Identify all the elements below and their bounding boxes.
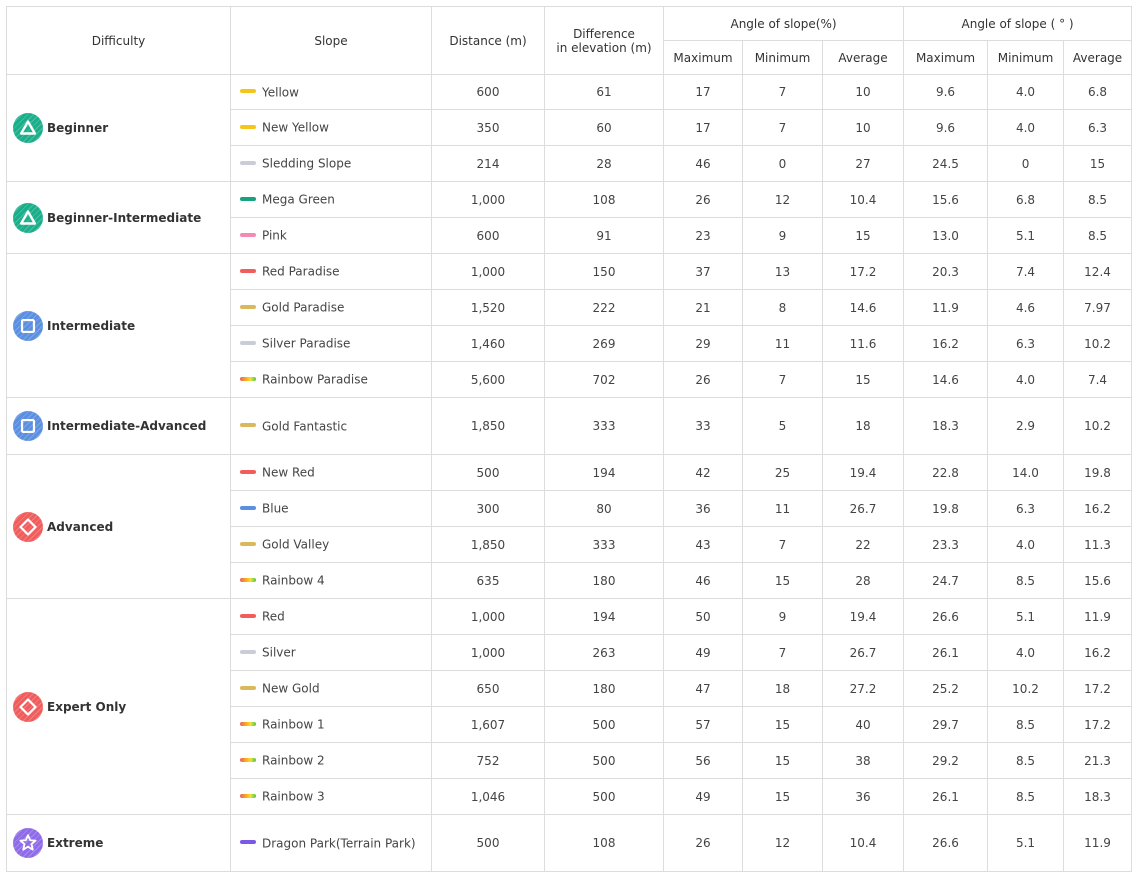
elevation-cell: 263 xyxy=(545,635,664,671)
degree-min-cell: 4.0 xyxy=(988,75,1064,110)
distance-cell: 1,850 xyxy=(432,398,545,455)
distance-cell: 1,460 xyxy=(432,326,545,362)
slope-cell xyxy=(231,362,432,398)
percent-avg-cell: 14.6 xyxy=(823,290,904,326)
degree-min-cell: 8.5 xyxy=(988,743,1064,779)
elevation-header-line1: Difference xyxy=(573,26,635,41)
distance-cell: 1,000 xyxy=(432,254,545,290)
slope-cell xyxy=(231,527,432,563)
slope-color-icon xyxy=(240,233,256,237)
angle-degree-header: Angle of slope ( ° ) xyxy=(904,7,1132,41)
percent-max-cell: 46 xyxy=(664,563,743,599)
degree-avg-cell: 16.2 xyxy=(1064,635,1132,671)
distance-cell: 500 xyxy=(432,815,545,872)
degree-min-cell: 6.8 xyxy=(988,182,1064,218)
difficulty-label: Extreme xyxy=(47,836,104,850)
degree-avg-cell: 17.2 xyxy=(1064,707,1132,743)
table-row xyxy=(7,398,1132,455)
slope-cell xyxy=(231,146,432,182)
slope-color-icon xyxy=(240,197,256,201)
elevation-cell: 180 xyxy=(545,671,664,707)
difficulty-label: Expert Only xyxy=(47,699,127,714)
percent-avg-cell: 19.4 xyxy=(823,599,904,635)
slope-cell xyxy=(231,110,432,146)
elevation-cell: 500 xyxy=(545,743,664,779)
degree-avg-cell: 11.3 xyxy=(1064,527,1132,563)
slope-cell xyxy=(231,779,432,815)
degree-min-cell: 8.5 xyxy=(988,563,1064,599)
percent-min-cell: 15 xyxy=(743,563,823,599)
distance-cell: 1,046 xyxy=(432,779,545,815)
slope-cell xyxy=(231,398,432,455)
percent-max-cell: 26 xyxy=(664,815,743,872)
distance-cell: 650 xyxy=(432,671,545,707)
slope-name: Mega Green xyxy=(262,192,335,207)
percent-min-cell: 25 xyxy=(743,455,823,491)
slope-cell xyxy=(231,455,432,491)
percent-avg-cell: 19.4 xyxy=(823,455,904,491)
degree-min-cell: 4.0 xyxy=(988,527,1064,563)
slope-name: Pink xyxy=(262,228,287,243)
percent-min-cell: 12 xyxy=(743,182,823,218)
difficulty-cell xyxy=(7,398,231,455)
percent-min-cell: 15 xyxy=(743,707,823,743)
degree-avg-cell: 21.3 xyxy=(1064,743,1132,779)
slope-color-icon xyxy=(240,686,256,690)
degree-avg-cell: 15.6 xyxy=(1064,563,1132,599)
slope-color-icon xyxy=(240,305,256,309)
degree-max-cell: 16.2 xyxy=(904,326,988,362)
percent-avg-cell: 26.7 xyxy=(823,635,904,671)
percent-avg-cell: 38 xyxy=(823,743,904,779)
difficulty-cell xyxy=(7,254,231,398)
percent-min-cell: 11 xyxy=(743,491,823,527)
degree-avg-cell: 6.8 xyxy=(1064,75,1132,110)
elevation-cell: 108 xyxy=(545,182,664,218)
percent-avg-cell: 27 xyxy=(823,146,904,182)
slope-name: Rainbow 2 xyxy=(262,753,325,768)
percent-max-cell: 47 xyxy=(664,671,743,707)
slope-name: Red xyxy=(262,609,285,624)
degree-max-cell: 20.3 xyxy=(904,254,988,290)
slope-color-icon xyxy=(240,578,256,582)
percent-min-cell: 7 xyxy=(743,110,823,146)
elevation-cell: 194 xyxy=(545,455,664,491)
elevation-cell: 222 xyxy=(545,290,664,326)
table-header xyxy=(7,7,1132,75)
degree-avg-cell: 15 xyxy=(1064,146,1132,182)
slope-color-icon xyxy=(240,614,256,618)
elevation-cell: 702 xyxy=(545,362,664,398)
table-body xyxy=(7,75,1132,872)
distance-cell: 752 xyxy=(432,743,545,779)
degree-avg-cell: 10.2 xyxy=(1064,326,1132,362)
table-row xyxy=(7,75,1132,110)
percent-avg-cell: 36 xyxy=(823,779,904,815)
degree-min-cell: 14.0 xyxy=(988,455,1064,491)
elevation-cell: 500 xyxy=(545,707,664,743)
degree-avg-cell: 17.2 xyxy=(1064,671,1132,707)
slope-name: Gold Paradise xyxy=(262,300,345,315)
percent-min-cell: 7 xyxy=(743,527,823,563)
percent-max-cell: 26 xyxy=(664,362,743,398)
distance-cell: 300 xyxy=(432,491,545,527)
percent-max-cell: 33 xyxy=(664,398,743,455)
percent-avg-cell: 11.6 xyxy=(823,326,904,362)
slope-color-icon xyxy=(240,269,256,273)
slope-cell xyxy=(231,218,432,254)
degree-min-cell: 4.0 xyxy=(988,635,1064,671)
difficulty-cell xyxy=(7,455,231,599)
percent-avg-cell: 10 xyxy=(823,110,904,146)
degree-min-cell: 2.9 xyxy=(988,398,1064,455)
degree-max-cell: 26.6 xyxy=(904,599,988,635)
slope-cell xyxy=(231,491,432,527)
degree-min-cell: 5.1 xyxy=(988,599,1064,635)
percent-avg-cell: 17.2 xyxy=(823,254,904,290)
table-row xyxy=(7,455,1132,491)
distance-cell: 600 xyxy=(432,218,545,254)
percent-max-cell: 57 xyxy=(664,707,743,743)
slope-color-icon xyxy=(240,794,256,798)
slope-name: Gold Fantastic xyxy=(262,419,348,434)
percent-max-cell: 50 xyxy=(664,599,743,635)
degree-min-cell: 10.2 xyxy=(988,671,1064,707)
degree-max-cell: 19.8 xyxy=(904,491,988,527)
slope-color-icon xyxy=(240,470,256,474)
degree-max-cell: 9.6 xyxy=(904,110,988,146)
percent-avg-cell: 15 xyxy=(823,218,904,254)
elevation-header xyxy=(545,7,664,75)
slope-color-icon xyxy=(240,125,256,129)
slope-name: Yellow xyxy=(262,85,299,100)
degree-avg-cell: 11.9 xyxy=(1064,815,1132,872)
percent-avg-cell: 26.7 xyxy=(823,491,904,527)
elevation-cell: 60 xyxy=(545,110,664,146)
star-difficulty-icon xyxy=(13,828,43,858)
percent-min-cell: 8 xyxy=(743,290,823,326)
slope-color-icon xyxy=(240,650,256,654)
slope-color-icon xyxy=(240,758,256,762)
degree-avg-cell: 7.97 xyxy=(1064,290,1132,326)
slope-cell xyxy=(231,671,432,707)
distance-cell: 1,000 xyxy=(432,182,545,218)
square-difficulty-icon xyxy=(13,311,43,341)
slope-name: Rainbow 1 xyxy=(262,717,325,732)
elevation-cell: 108 xyxy=(545,815,664,872)
percent-min-cell: 11 xyxy=(743,326,823,362)
slope-name: New Red xyxy=(262,465,315,480)
degree-avg-cell: 6.3 xyxy=(1064,110,1132,146)
slope-name: Silver Paradise xyxy=(262,336,351,351)
percent-min-cell: 15 xyxy=(743,779,823,815)
elevation-cell: 91 xyxy=(545,218,664,254)
percent-avg-cell: 10.4 xyxy=(823,815,904,872)
percent-avg-cell: 27.2 xyxy=(823,671,904,707)
degree-min-cell: 5.1 xyxy=(988,218,1064,254)
slope-color-icon xyxy=(240,840,256,844)
elevation-cell: 150 xyxy=(545,254,664,290)
degree-max-cell: 24.7 xyxy=(904,563,988,599)
elevation-cell: 333 xyxy=(545,398,664,455)
percent-avg-cell: 22 xyxy=(823,527,904,563)
distance-header: Distance (m) xyxy=(432,7,545,75)
degree-max-cell: 9.6 xyxy=(904,75,988,110)
percent-avg-cell: 40 xyxy=(823,707,904,743)
table-row xyxy=(7,254,1132,290)
degree-avg-cell: 8.5 xyxy=(1064,182,1132,218)
elevation-cell: 194 xyxy=(545,599,664,635)
degree-max-cell: 23.3 xyxy=(904,527,988,563)
degree-min-cell: 6.3 xyxy=(988,326,1064,362)
percent-min-cell: 5 xyxy=(743,398,823,455)
degree-max-cell: 26.6 xyxy=(904,815,988,872)
slope-name: New Yellow xyxy=(262,120,329,135)
difficulty-cell xyxy=(7,599,231,815)
distance-cell: 600 xyxy=(432,75,545,110)
elevation-cell: 80 xyxy=(545,491,664,527)
slope-cell xyxy=(231,75,432,110)
percent-max-cell: 17 xyxy=(664,110,743,146)
difficulty-cell xyxy=(7,815,231,872)
degree-avg-cell: 11.9 xyxy=(1064,599,1132,635)
distance-cell: 1,607 xyxy=(432,707,545,743)
slope-name: Red Paradise xyxy=(262,264,340,279)
percent-max-cell: 21 xyxy=(664,290,743,326)
percent-min-cell: 7 xyxy=(743,635,823,671)
percent-min-cell: 9 xyxy=(743,599,823,635)
percent-max-cell: 43 xyxy=(664,527,743,563)
slope-name: Dragon Park(Terrain Park) xyxy=(262,836,416,851)
elevation-cell: 333 xyxy=(545,527,664,563)
slope-cell xyxy=(231,182,432,218)
degree-max-cell: 26.1 xyxy=(904,779,988,815)
percent-max-cell: 46 xyxy=(664,146,743,182)
slope-name: Gold Valley xyxy=(262,537,330,552)
difficulty-label: Beginner-Intermediate xyxy=(47,210,202,225)
difficulty-label: Beginner xyxy=(47,121,109,135)
slope-color-icon xyxy=(240,89,256,93)
degree-max-cell: 18.3 xyxy=(904,398,988,455)
elevation-cell: 180 xyxy=(545,563,664,599)
slope-cell xyxy=(231,815,432,872)
slope-cell xyxy=(231,254,432,290)
difficulty-cell xyxy=(7,182,231,254)
slope-cell xyxy=(231,326,432,362)
slope-cell xyxy=(231,707,432,743)
slope-color-icon xyxy=(240,722,256,726)
degree-max-cell: 25.2 xyxy=(904,671,988,707)
slope-name: Blue xyxy=(262,501,289,516)
slope-cell xyxy=(231,563,432,599)
difficulty-label: Advanced xyxy=(47,519,114,534)
percent-max-cell: 56 xyxy=(664,743,743,779)
degree-max-cell: 29.2 xyxy=(904,743,988,779)
elevation-cell: 61 xyxy=(545,75,664,110)
percent-avg-cell: 10 xyxy=(823,75,904,110)
percent-min-cell: 15 xyxy=(743,743,823,779)
percent-avg-cell: 10.4 xyxy=(823,182,904,218)
percent-average-header: Average xyxy=(823,41,904,75)
slope-color-icon xyxy=(240,161,256,165)
distance-cell: 214 xyxy=(432,146,545,182)
table-row xyxy=(7,599,1132,635)
percent-avg-cell: 28 xyxy=(823,563,904,599)
percent-maximum-header: Maximum xyxy=(664,41,743,75)
percent-max-cell: 37 xyxy=(664,254,743,290)
table-row xyxy=(7,182,1132,218)
degree-min-cell: 4.0 xyxy=(988,110,1064,146)
slope-name: Rainbow 4 xyxy=(262,573,325,588)
slope-color-icon xyxy=(240,542,256,546)
slope-color-icon xyxy=(240,377,256,381)
degree-min-cell: 8.5 xyxy=(988,707,1064,743)
elevation-cell: 500 xyxy=(545,779,664,815)
percent-max-cell: 42 xyxy=(664,455,743,491)
percent-min-cell: 18 xyxy=(743,671,823,707)
elevation-cell: 28 xyxy=(545,146,664,182)
slope-color-icon xyxy=(240,506,256,510)
degree-min-cell: 8.5 xyxy=(988,779,1064,815)
degree-avg-cell: 18.3 xyxy=(1064,779,1132,815)
distance-cell: 1,520 xyxy=(432,290,545,326)
degree-max-cell: 22.8 xyxy=(904,455,988,491)
slope-cell xyxy=(231,743,432,779)
slope-header: Slope xyxy=(231,7,432,75)
percent-min-cell: 0 xyxy=(743,146,823,182)
degree-min-cell: 6.3 xyxy=(988,491,1064,527)
degree-min-cell: 4.0 xyxy=(988,362,1064,398)
degree-avg-cell: 8.5 xyxy=(1064,218,1132,254)
slope-name: New Gold xyxy=(262,681,320,696)
slope-name: Silver xyxy=(262,645,296,660)
percent-avg-cell: 18 xyxy=(823,398,904,455)
degree-max-cell: 26.1 xyxy=(904,635,988,671)
degree-minimum-header: Minimum xyxy=(988,41,1064,75)
distance-cell: 635 xyxy=(432,563,545,599)
slope-cell xyxy=(231,635,432,671)
degree-min-cell: 0 xyxy=(988,146,1064,182)
degree-avg-cell: 19.8 xyxy=(1064,455,1132,491)
degree-max-cell: 24.5 xyxy=(904,146,988,182)
percent-max-cell: 49 xyxy=(664,635,743,671)
slope-name: Rainbow Paradise xyxy=(262,372,368,387)
triangle-difficulty-icon xyxy=(13,203,43,233)
degree-avg-cell: 12.4 xyxy=(1064,254,1132,290)
degree-avg-cell: 10.2 xyxy=(1064,398,1132,455)
table-row xyxy=(7,815,1132,872)
distance-cell: 1,000 xyxy=(432,599,545,635)
slope-cell xyxy=(231,599,432,635)
slope-color-icon xyxy=(240,341,256,345)
diamond-difficulty-icon xyxy=(13,692,43,722)
degree-min-cell: 7.4 xyxy=(988,254,1064,290)
percent-min-cell: 9 xyxy=(743,218,823,254)
percent-max-cell: 29 xyxy=(664,326,743,362)
difficulty-header: Difficulty xyxy=(7,7,231,75)
slope-name: Rainbow 3 xyxy=(262,789,325,804)
slope-table xyxy=(6,6,1132,872)
triangle-difficulty-icon xyxy=(13,113,43,143)
degree-max-cell: 29.7 xyxy=(904,707,988,743)
slope-name: Sledding Slope xyxy=(262,156,352,171)
distance-cell: 1,850 xyxy=(432,527,545,563)
diamond-difficulty-icon xyxy=(13,512,43,542)
percent-minimum-header: Minimum xyxy=(743,41,823,75)
difficulty-label: Intermediate-Advanced xyxy=(47,419,207,433)
elevation-header-line2: in elevation (m) xyxy=(556,40,652,55)
angle-percent-header: Angle of slope(%) xyxy=(664,7,904,41)
percent-max-cell: 17 xyxy=(664,75,743,110)
percent-min-cell: 13 xyxy=(743,254,823,290)
slope-cell xyxy=(231,290,432,326)
degree-max-cell: 13.0 xyxy=(904,218,988,254)
distance-cell: 5,600 xyxy=(432,362,545,398)
degree-max-cell: 11.9 xyxy=(904,290,988,326)
distance-cell: 1,000 xyxy=(432,635,545,671)
difficulty-label: Intermediate xyxy=(47,318,136,333)
degree-max-cell: 15.6 xyxy=(904,182,988,218)
degree-avg-cell: 7.4 xyxy=(1064,362,1132,398)
degree-maximum-header: Maximum xyxy=(904,41,988,75)
degree-max-cell: 14.6 xyxy=(904,362,988,398)
percent-min-cell: 7 xyxy=(743,362,823,398)
degree-min-cell: 5.1 xyxy=(988,815,1064,872)
distance-cell: 350 xyxy=(432,110,545,146)
percent-max-cell: 49 xyxy=(664,779,743,815)
percent-avg-cell: 15 xyxy=(823,362,904,398)
percent-max-cell: 23 xyxy=(664,218,743,254)
square-difficulty-icon xyxy=(13,411,43,441)
degree-avg-cell: 16.2 xyxy=(1064,491,1132,527)
degree-average-header: Average xyxy=(1064,41,1132,75)
slope-color-icon xyxy=(240,423,256,427)
elevation-cell: 269 xyxy=(545,326,664,362)
percent-min-cell: 12 xyxy=(743,815,823,872)
degree-min-cell: 4.6 xyxy=(988,290,1064,326)
percent-max-cell: 26 xyxy=(664,182,743,218)
difficulty-cell xyxy=(7,75,231,182)
distance-cell: 500 xyxy=(432,455,545,491)
percent-min-cell: 7 xyxy=(743,75,823,110)
percent-max-cell: 36 xyxy=(664,491,743,527)
